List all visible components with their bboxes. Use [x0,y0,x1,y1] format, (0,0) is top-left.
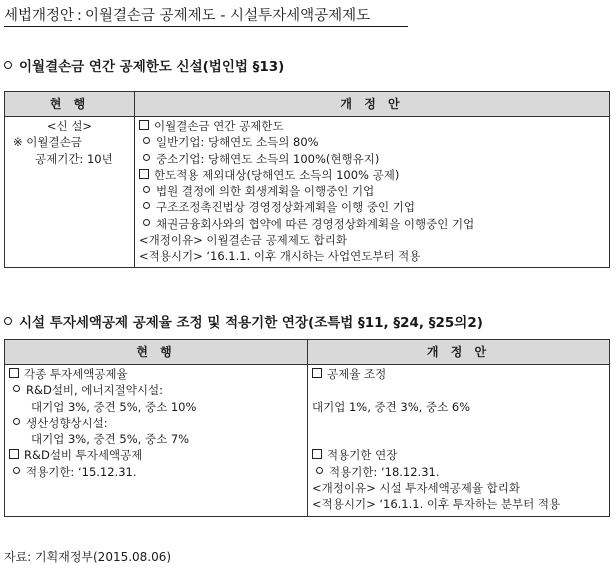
section1-current-line: ※ 이월결손금 [13,135,82,150]
list-item-text: <적용시기> ‘16.1.1. 이후 개시하는 사업연도부터 적용 [139,249,421,264]
list-item [312,399,605,415]
section1-heading-text: 이월결손금 연간 공제한도 신설(법인법 §13) [19,59,285,75]
title-label: 세법개정안 [4,8,75,24]
circle-bullet-icon [13,418,20,425]
section2-proposal-cell [308,365,610,517]
section2-table [4,339,610,517]
checkbox-square-icon [139,120,149,130]
list-item-text: 일반기업: 당해연도 소득의 80% [156,135,319,150]
list-item [139,199,605,215]
list-item-text: R&D설비, 에너지절약시설: [26,383,163,398]
list-item-text: 대기업 1%, 중견 3%, 중소 6% [312,399,471,414]
list-item-text: 대기업 3%, 중견 5%, 중소 10% [31,399,197,414]
circle-bullet-icon [143,202,150,209]
circle-bullet-icon [13,385,20,392]
title-underline [4,26,408,27]
title-text: 이월결손금 공제제도 - 시설투자세액공제제도 [84,8,371,24]
list-item [312,415,605,431]
section1-proposal-cell [135,117,610,268]
list-item [9,415,303,431]
circle-bullet-icon [13,467,20,474]
circle-bullet-icon [143,186,150,193]
document-title [4,4,370,25]
list-item-text: <개정이유> 이월결손금 공제제도 합리화 [139,233,347,248]
list-item-text: <적용시기> ‘16.1.1. 이후 투자하는 분부터 적용 [312,497,561,512]
section2-col-proposal: 개 정 안 [308,340,610,365]
section1-current-cell [5,117,135,268]
list-item-text: 한도적용 제외대상(당해연도 소득의 100% 공제) [154,167,400,182]
list-item [312,480,605,496]
title-separator: : [77,8,82,24]
list-item [139,167,605,183]
list-item [139,118,605,134]
list-item-text: 대기업 3%, 중견 5%, 중소 7% [31,432,190,447]
section1-current-line: <신 설> [46,119,93,133]
list-item [9,447,303,463]
list-item [139,232,605,248]
checkbox-square-icon [312,449,322,459]
list-item [9,382,303,398]
list-item [139,248,605,264]
list-item-text: R&D설비 투자세액공제 [24,448,143,463]
list-item [139,216,605,232]
checkbox-square-icon [312,368,322,378]
list-item [9,399,303,415]
list-item [139,183,605,199]
section1-bullet-icon [4,61,12,69]
list-item [9,464,303,480]
section1-col-current: 현 행 [5,92,135,117]
circle-bullet-icon [316,467,323,474]
list-item [9,366,303,382]
list-item [312,431,605,447]
list-item-text: 법원 결정에 의한 회생계획을 이행중인 기업 [156,184,375,199]
list-item-text: 구조조정촉진법상 경영정상화계획을 이행 중인 기업 [156,200,416,215]
checkbox-square-icon [9,449,19,459]
circle-bullet-icon [143,219,150,226]
section2-col-current: 현 행 [5,340,308,365]
checkbox-square-icon [9,368,19,378]
list-item-text: 이월결손금 연간 공제한도 [154,119,284,133]
list-item-text: 생산성향상시설: [26,415,108,430]
list-item [312,464,605,480]
section2-heading-text: 시설 투자세액공제 공제율 조정 및 적용기한 연장(조특법 §11, §24, §25의2) [19,315,483,331]
list-item-text: 적용기한 연장 [327,448,398,463]
list-item [312,366,605,382]
section1-heading [4,55,284,75]
list-item-text: 중소기업: 당해연도 소득의 100%(현행유지) [156,151,380,166]
section1-current-line: 공제기간: 10년 [35,151,113,166]
section2-current-cell [5,365,308,517]
list-item-text: 채권금융회사와의 협약에 따른 경영정상화계획을 이행중인 기업 [156,216,475,231]
list-item-text: <개정이유> 시설 투자세액공제율 합리화 [312,481,520,496]
list-item-text: 적용기한: ‘18.12.31. [329,464,440,479]
list-item [312,382,605,398]
list-item-text: 공제율 조정 [327,367,387,381]
list-item-text: 각종 투자세액공제율 [24,367,128,381]
circle-bullet-icon [143,154,150,161]
section1-table [4,91,610,268]
list-item [312,447,605,463]
list-item [9,431,303,447]
checkbox-square-icon [139,169,149,179]
section1-col-proposal: 개 정 안 [135,92,610,117]
circle-bullet-icon [143,137,150,144]
list-item [139,134,605,150]
section2-bullet-icon [4,317,12,325]
list-item-text: 적용기한: ‘15.12.31. [26,464,137,479]
list-item [139,151,605,167]
source-note: 자료: 기획재정부(2015.08.06) [4,550,172,564]
section2-heading [4,311,483,331]
list-item [312,496,605,512]
